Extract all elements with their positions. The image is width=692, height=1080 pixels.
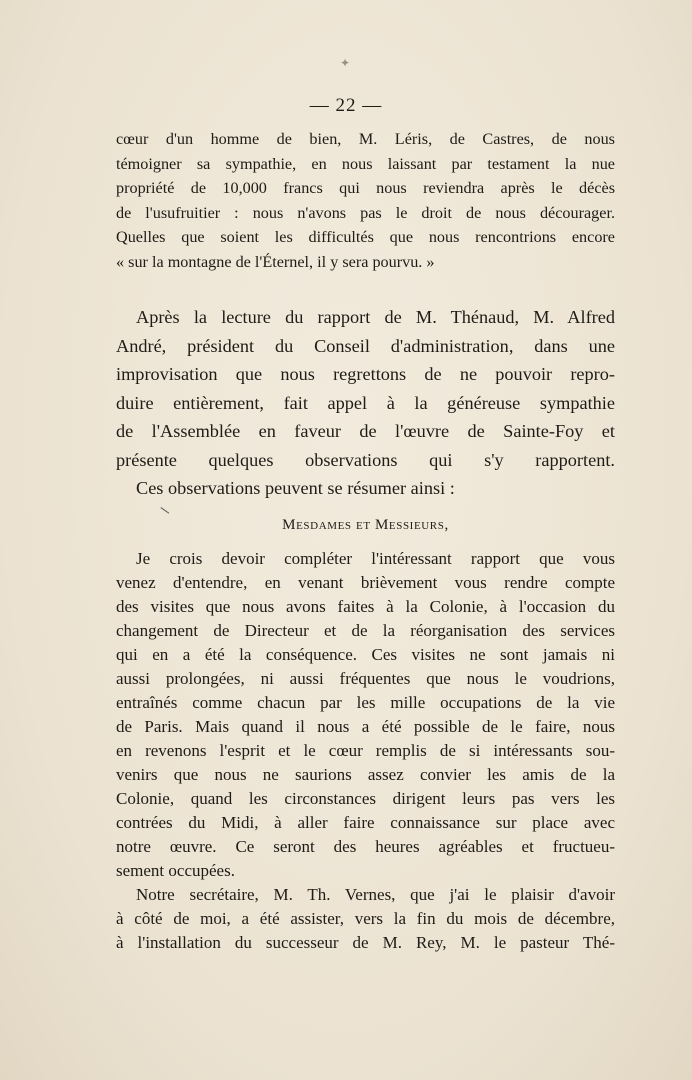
paragraph-andre bbox=[116, 303, 615, 503]
text-line: présente quelques observations qui s'y rapportent. bbox=[116, 449, 615, 470]
page-number: — 22 — bbox=[309, 95, 383, 116]
text-line: duire entièrement, fait appel à la généreuse sympathie bbox=[116, 392, 615, 413]
salutation-heading: Mesdames et Messieurs, bbox=[282, 517, 449, 533]
text-line: qui en a été la conséquence. Ces visites ne sont jamais ni bbox=[116, 645, 615, 664]
text-line: de l'usufruitier : nous n'avons pas le droit de nous décourager. bbox=[116, 203, 615, 222]
text-line: contrées du Midi, à aller faire connaissance sur place avec bbox=[116, 813, 615, 832]
text-line: Ces observations peuvent se résumer ainsi : bbox=[136, 478, 455, 498]
text-line: notre œuvre. Ce seront des heures agréables et fructueu- bbox=[116, 837, 615, 856]
paragraph-continuation bbox=[116, 127, 615, 274]
text-line: à côté de moi, a été assister, vers la fin du mois de décembre, bbox=[116, 909, 615, 928]
text-line: changement de Directeur et de la réorganisation des services bbox=[116, 621, 615, 640]
text-line: Colonie, quand les circonstances dirigent leurs pas vers les bbox=[116, 789, 615, 808]
text-line: improvisation que nous regrettons de ne pouvoir repro- bbox=[116, 364, 615, 384]
text-line: témoigner sa sympathie, en nous laissant par testament la nue bbox=[116, 154, 615, 173]
text-line: sement occupées. bbox=[116, 861, 235, 880]
text-line: en revenons l'esprit et le cœur remplis de si intéressants sou- bbox=[116, 741, 615, 760]
text-line: aussi prolongées, ni aussi fréquentes que nous le voudrions, bbox=[116, 669, 615, 688]
text-line: propriété de 10,000 francs qui nous reviendra après le décès bbox=[116, 179, 615, 197]
text-line: André, président du Conseil d'administration, dans une bbox=[116, 335, 615, 356]
text-line: « sur la montagne de l'Éternel, il y sera pourvu. » bbox=[116, 252, 435, 271]
text-line: de l'Assemblée en faveur de l'œuvre de Sainte-Foy et bbox=[116, 421, 615, 441]
text-line: entraînés comme chacun par les mille occupations de la vie bbox=[116, 693, 615, 712]
text-line: Notre secrétaire, M. Th. Vernes, que j'ai le plaisir d'avoir bbox=[136, 885, 615, 904]
text-line: à l'installation du successeur de M. Rey, M. le pasteur Thé- bbox=[116, 933, 615, 952]
text-line: venirs que nous ne saurions assez convier les amis de la bbox=[116, 765, 615, 784]
text-line: venez d'entendre, en venant brièvement vous rendre compte bbox=[116, 573, 615, 592]
text-line: Je crois devoir compléter l'intéressant rapport que vous bbox=[136, 549, 615, 568]
text-line: Après la lecture du rapport de M. Thénaud, M. Alfred bbox=[136, 307, 615, 327]
text-line: Quelles que soient les difficultés que nous rencontrions encore bbox=[116, 228, 615, 246]
text-line: des visites que nous avons faites à la Colonie, à l'occasion du bbox=[116, 597, 615, 616]
ink-mark: ✦ bbox=[340, 56, 351, 70]
speech-section bbox=[116, 513, 615, 955]
text-line: cœur d'un homme de bien, M. Léris, de Castres, de nous bbox=[116, 130, 615, 148]
text-line: de Paris. Mais quand il nous a été possible de le faire, nous bbox=[116, 717, 615, 736]
